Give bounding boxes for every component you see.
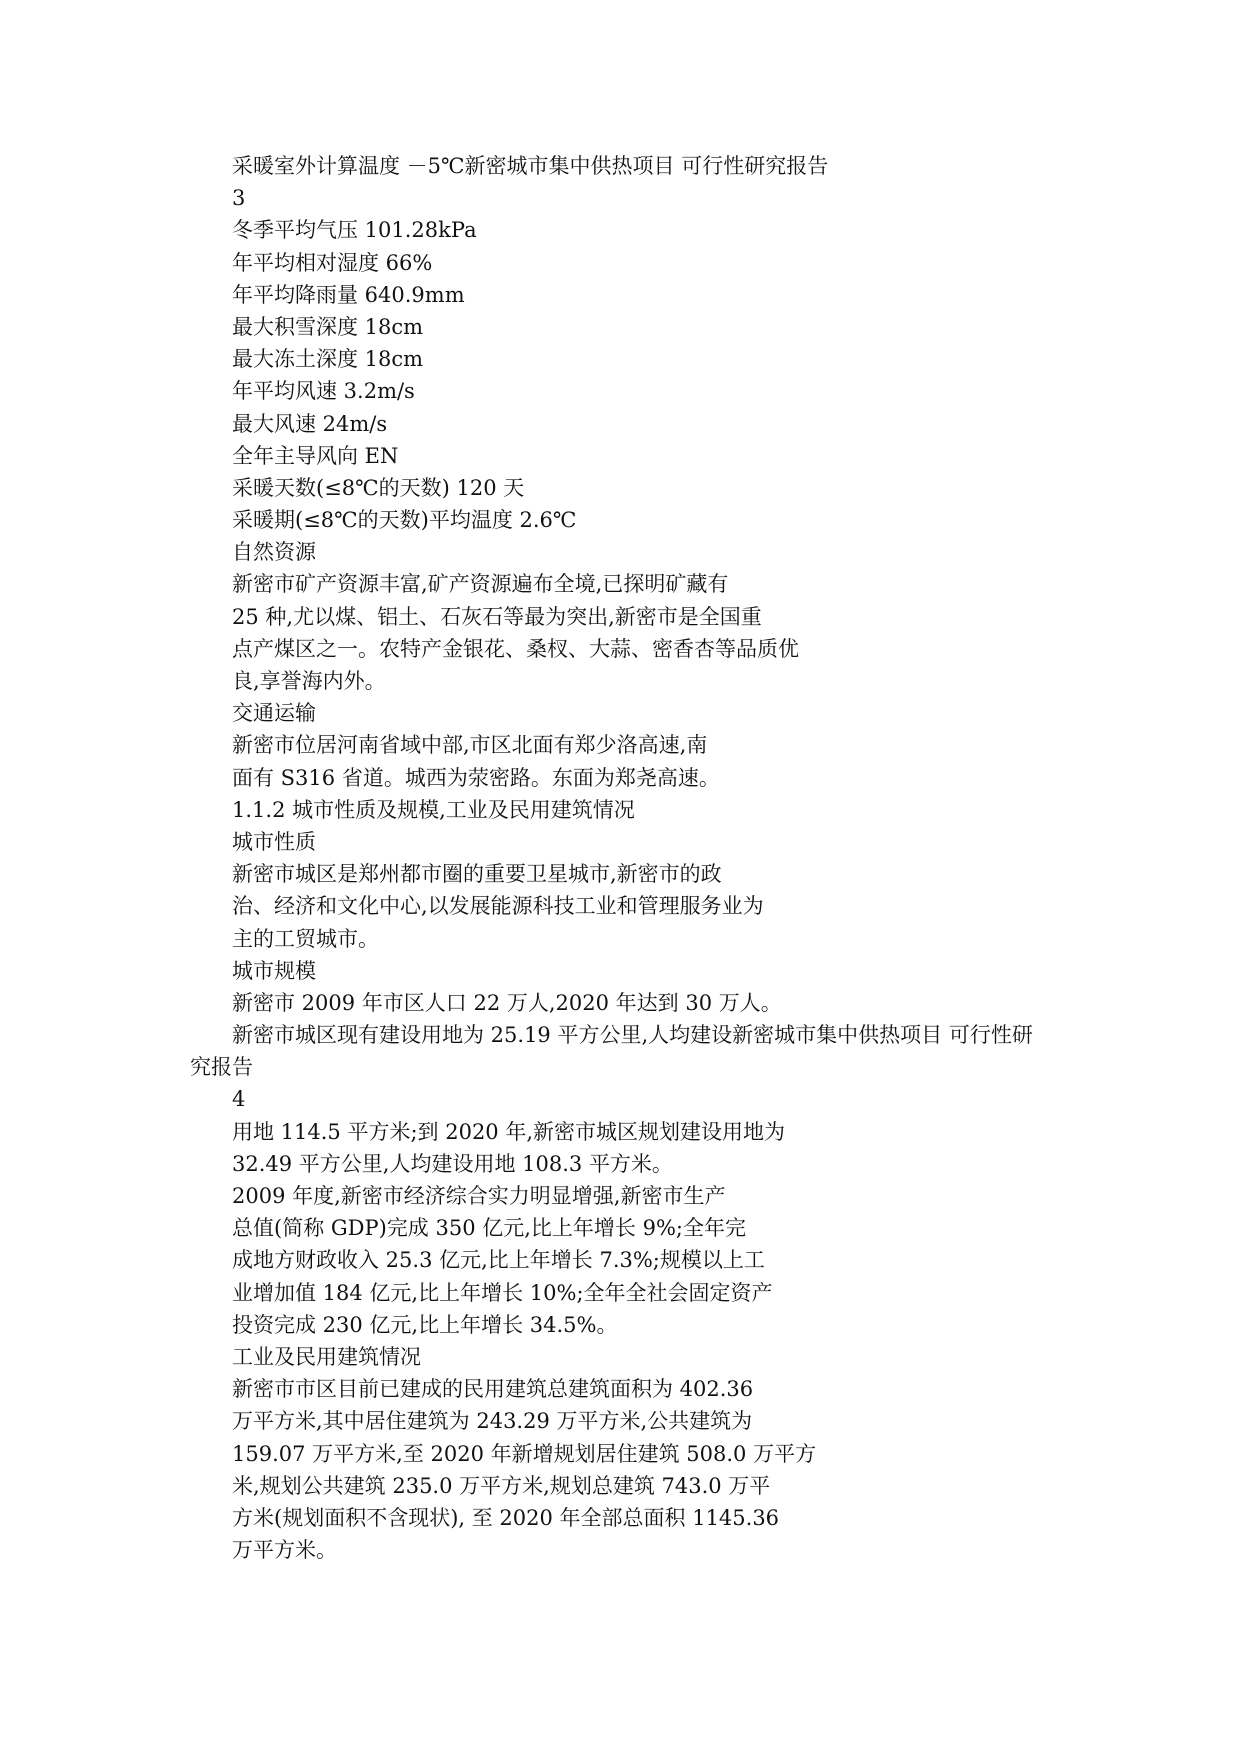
section-heading: 工业及民用建筑情况 <box>232 1344 421 1369</box>
text-line: 新密市城区现有建设用地为 25.19 平方公里,人均建设新密城市集中供热项目 可行性研 <box>232 1023 1033 1048</box>
text-line: 万平方米。 <box>232 1538 337 1563</box>
section-heading: 自然资源 <box>232 540 316 565</box>
text-line: 新密市城区是郑州都市圈的重要卫星城市,新密市的政 <box>232 862 722 887</box>
text-line: 新密市市区目前已建成的民用建筑总建筑面积为 402.36 <box>232 1377 754 1402</box>
text-line: 投资完成 230 亿元,比上年增长 34.5%。 <box>232 1312 618 1337</box>
text-line: 年平均降雨量 640.9mm <box>232 282 465 307</box>
text-line: 25 种,尤以煤、铝土、石灰石等最为突出,新密市是全国重 <box>232 604 762 629</box>
text-line: 主的工贸城市。 <box>232 926 379 951</box>
text-line: 32.49 平方公里,人均建设用地 108.3 平方米。 <box>232 1151 673 1176</box>
text-line: 最大积雪深度 18cm <box>232 314 424 339</box>
section-heading: 1.1.2 城市性质及规模,工业及民用建筑情况 <box>232 797 635 822</box>
text-line: 最大风速 24m/s <box>232 411 388 436</box>
text-line: 成地方财政收入 25.3 亿元,比上年增长 7.3%;规模以上工 <box>232 1248 765 1273</box>
text-line: 新密市位居河南省域中部,市区北面有郑少洛高速,南 <box>232 733 708 758</box>
page-number: 4 <box>232 1087 246 1112</box>
text-line: 米,规划公共建筑 235.0 万平方米,规划总建筑 743.0 万平 <box>232 1473 771 1498</box>
text-line: 新密市 2009 年市区人口 22 万人,2020 年达到 30 万人。 <box>232 990 782 1015</box>
text-line: 新密市矿产资源丰富,矿产资源遍布全境,已探明矿藏有 <box>232 572 729 597</box>
text-line: 冬季平均气压 101.28kPa <box>232 218 477 243</box>
page-number: 3 <box>232 186 246 211</box>
text-line: 2009 年度,新密市经济综合实力明显增强,新密市生产 <box>232 1184 726 1208</box>
text-line: 159.07 万平方米,至 2020 年新增规划居住建筑 508.0 万平方 <box>232 1441 817 1466</box>
document-body <box>190 150 1090 1566</box>
text-line: 用地 114.5 平方米;到 2020 年,新密市城区规划建设用地为 <box>232 1119 786 1144</box>
text-line: 点产煤区之一。农特产金银花、桑杈、大蒜、密香杏等品质优 <box>232 636 799 661</box>
section-heading: 城市规模 <box>232 958 316 983</box>
text-line: 总值(简称 GDP)完成 350 亿元,比上年增长 9%;全年完 <box>232 1216 746 1241</box>
text-line: 全年主导风向 EN <box>232 443 399 468</box>
text-line: 年平均风速 3.2m/s <box>232 379 415 404</box>
text-line: 采暖室外计算温度 －5℃新密城市集中供热项目 可行性研究报告 <box>232 154 829 178</box>
text-line: 方米(规划面积不含现状), 至 2020 年全部总面积 1145.36 <box>232 1505 780 1530</box>
text-line: 最大冻土深度 18cm <box>232 347 424 372</box>
text-line: 采暖天数(≤8℃的天数) 120 天 <box>232 475 525 500</box>
text-line: 良,享誉海内外。 <box>232 669 386 693</box>
text-line: 究报告 <box>190 1055 253 1080</box>
text-line: 年平均相对湿度 66% <box>232 250 433 275</box>
text-line: 采暖期(≤8℃的天数)平均温度 2.6℃ <box>232 508 577 533</box>
section-heading: 城市性质 <box>232 829 316 854</box>
text-line: 业增加值 184 亿元,比上年增长 10%;全年全社会固定资产 <box>232 1280 773 1305</box>
section-heading: 交通运输 <box>232 701 316 726</box>
text-line: 治、经济和文化中心,以发展能源科技工业和管理服务业为 <box>232 894 764 919</box>
text-line: 面有 S316 省道。城西为荥密路。东面为郑尧高速。 <box>232 765 720 790</box>
text-line: 万平方米,其中居住建筑为 243.29 万平方米,公共建筑为 <box>232 1409 753 1434</box>
